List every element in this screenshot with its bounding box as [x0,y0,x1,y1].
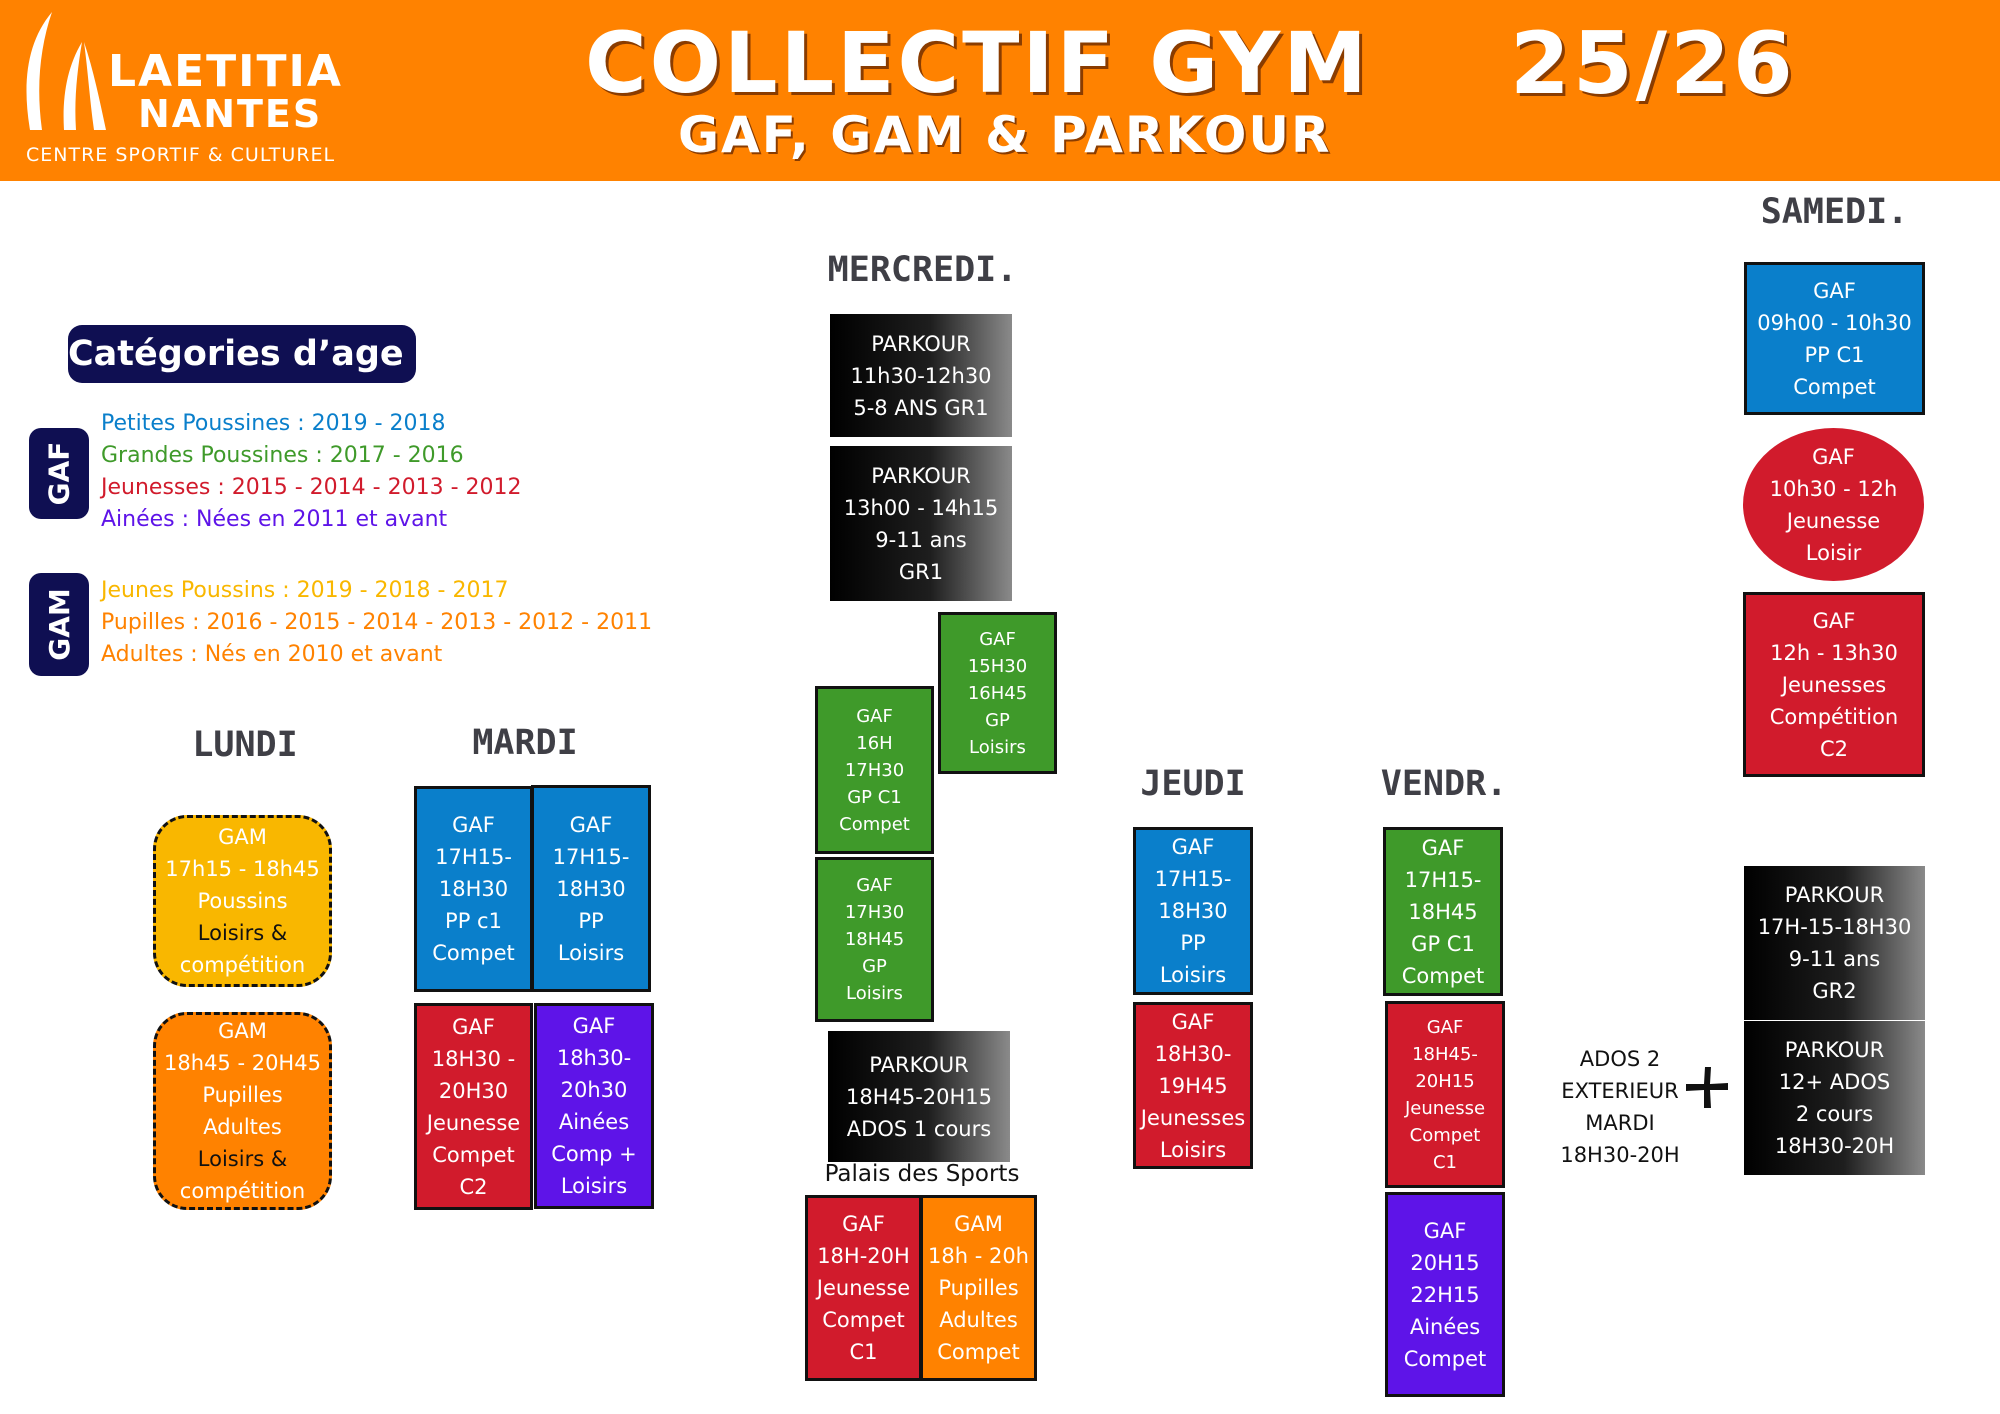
session-line: 18H-20H [817,1244,910,1268]
session-line: 5-8 ANS GR1 [853,395,989,420]
session-line: 18H30- [1154,1041,1232,1066]
session-line: compétition [179,1179,306,1203]
session-line: ADOS 1 cours [846,1116,992,1141]
session-line: 18H45- [1412,1043,1478,1065]
session-line: Loisirs [1159,963,1227,987]
session-line: 18H30 [1158,899,1228,923]
session-line: Jeunesse [1786,508,1881,533]
session-line: Loisirs [969,736,1026,758]
session-line: GAF [1812,608,1856,633]
session-line: 17H15- [435,845,512,869]
session-line: Jeunesses [1781,672,1887,697]
session-line: Compet [1403,1346,1487,1371]
gaf-category-line: Jeunesses : 2015 - 2014 - 2013 - 2012 [101,475,522,500]
session-line: GAM [218,825,267,849]
session-line: GAF [1423,1218,1467,1243]
session-jeudi-gaf-pp[interactable] [1133,827,1253,995]
gaf-tag-label: GAF [42,441,76,506]
session-line: GP C1 [1411,931,1475,956]
session-mercredi-gaf-gp-compet[interactable] [815,686,934,854]
session-line: 12+ ADOS [1778,1070,1891,1094]
logo-tagline: CENTRE SPORTIF & CULTUREL [26,144,336,166]
session-line: 9-11 ans [875,527,967,552]
session-mercredi-parkour-5-8[interactable] [830,314,1012,437]
session-samedi-parkour-gr2[interactable] [1744,866,1925,1020]
page-title: COLLECTIF GYM [585,14,1370,112]
session-line: PARKOUR [1784,1038,1885,1062]
session-line: Adultes [203,1115,282,1139]
session-line: Compet [937,1340,1020,1364]
session-line: Loisirs [846,983,903,1004]
session-line: C2 [459,1174,488,1199]
session-vendredi-gaf-jeunesse[interactable] [1385,1001,1505,1188]
session-line: 13h00 - 14h15 [843,495,999,520]
session-mercredi-gaf-gp-loisirs-1530[interactable] [938,612,1057,774]
session-line: PP [1180,931,1206,955]
session-line: C2 [1819,736,1849,761]
day-heading-lundi: LUNDI [192,725,298,765]
note-line: EXTERIEUR [1561,1079,1679,1103]
venue-label: Palais des Sports [824,1161,1020,1187]
session-line: 18H30 - [431,1046,516,1071]
session-line: Loisirs & [197,921,288,945]
session-jeudi-gaf-jeunesses[interactable] [1133,1002,1253,1169]
session-line: GR2 [1812,979,1857,1003]
session-line: C1 [1432,1151,1458,1173]
session-line: Compet [1793,374,1876,399]
gam-category-line: Pupilles : 2016 - 2015 - 2014 - 2013 - 2012 - 2011 [101,610,653,635]
gaf-category-line: Grandes Poussines : 2017 - 2016 [101,443,464,468]
session-line: GAF [856,875,893,896]
gaf-category-tag [29,428,89,519]
session-lundi-gam-poussins[interactable] [153,815,332,987]
session-line: 17h15 - 18h45 [165,857,320,881]
session-line: 18h - 20h [928,1244,1029,1268]
session-line: Comp + [551,1142,637,1166]
session-line: PARKOUR [871,463,971,488]
session-line: 17H-15-18H30 [1757,915,1912,939]
session-mardi-gaf-pp-compet[interactable] [414,786,533,992]
session-vendredi-gaf-ainees[interactable] [1385,1192,1505,1397]
session-line: 2 cours [1795,1102,1874,1126]
session-line: GP [985,709,1010,731]
session-line: Loisirs & [197,1147,288,1171]
session-mercredi-gam-pupilles[interactable] [920,1195,1037,1381]
session-line: Jeunesse [426,1110,521,1135]
ados2-outdoor-note [1540,1043,1700,1171]
session-line: Compétition [1769,704,1899,729]
logo-line1: LAETITIA [108,46,343,97]
session-line: GAF [1812,444,1855,469]
session-line: PARKOUR [871,331,971,356]
day-heading-vendredi: VENDR. [1380,764,1508,804]
session-samedi-gaf-pp[interactable] [1744,262,1925,415]
session-line: GP [862,956,887,977]
session-line: 18H45 [1408,899,1478,924]
session-line: PARKOUR [1784,883,1885,907]
session-line: GAF [856,705,893,727]
session-line: PP C1 [1804,342,1865,367]
session-line: Compet [822,1308,905,1332]
session-line: GAF [1813,278,1856,303]
note-line: ADOS 2 [1579,1047,1661,1071]
session-line: 12h - 13h30 [1770,640,1898,665]
session-line: 16H [856,732,893,754]
session-line: GAF [1171,1009,1215,1034]
session-line: Compet [432,941,515,965]
session-line: Adultes [939,1308,1018,1332]
session-line: Pupilles [938,1276,1019,1300]
session-mercredi-gaf-jeunesse[interactable] [805,1195,922,1381]
day-heading-mardi: MARDI [472,723,578,763]
session-line: GAM [954,1212,1003,1236]
session-line: 9-11 ans [1788,947,1881,971]
session-mardi-gaf-jeunesse[interactable] [414,1003,533,1210]
session-line: Pupilles [202,1083,283,1107]
session-line: GAM [218,1019,267,1043]
session-line: 11h30-12h30 [850,363,992,388]
day-heading-mercredi: MERCREDI. [827,250,1018,290]
session-line: 18H30 [438,877,509,901]
session-line: 17H30 [844,902,905,923]
session-line: Loisirs [557,940,625,965]
session-line: Loisirs [560,1174,628,1198]
session-line: GR1 [898,559,944,584]
session-line: 20H30 [438,1078,509,1103]
gam-category-line: Jeunes Poussins : 2019 - 2018 - 2017 [101,578,509,603]
session-line: PP [578,908,604,933]
session-line: 18H45 [844,929,905,950]
session-mercredi-gaf-gp-loisirs-1730[interactable] [815,857,934,1022]
session-line: Ainées [1409,1314,1481,1339]
session-line: 17H15- [552,844,630,869]
note-line: MARDI [1585,1111,1655,1135]
gaf-category-line: Ainées : Nées en 2011 et avant [101,507,448,532]
session-lundi-gam-pupilles[interactable] [153,1012,332,1210]
session-line: 20H15 [1415,1070,1475,1092]
season-label: 25/26 [1510,14,1796,114]
session-line: 16H45 [967,682,1028,704]
session-mardi-gaf-pp-loisirs[interactable] [531,785,651,992]
sail-logo-icon [22,12,112,132]
note-line: 18H30-20H [1560,1143,1680,1167]
gam-category-line: Adultes : Nés en 2010 et avant [101,642,443,667]
logo-line2: NANTES [138,92,323,136]
session-line: GAF [1421,835,1465,860]
session-line: PP c1 [445,909,502,933]
session-samedi-parkour-ados[interactable] [1744,1021,1925,1175]
session-line: 18H45-20H15 [845,1084,993,1109]
session-line: GAF [452,1014,495,1039]
session-line: GAF [569,812,613,837]
session-line: 09h00 - 10h30 [1757,310,1912,335]
session-line: Loisir [1805,540,1862,565]
session-line: Poussins [197,889,288,913]
session-line: GAF [452,813,495,837]
day-heading-samedi: SAMEDI. [1760,192,1909,232]
header-banner [0,0,2000,181]
session-line: 18H30-20H [1774,1134,1895,1158]
session-line: PARKOUR [869,1052,969,1077]
session-line: C1 [849,1340,878,1364]
session-line: 20H15 [1410,1250,1480,1275]
session-line: Ainées [558,1110,630,1134]
session-samedi-gaf-jeunesses-compet[interactable] [1743,592,1925,777]
session-line: GAF [572,1014,616,1038]
gam-category-tag [29,573,89,676]
session-line: Jeunesses [1140,1105,1246,1130]
session-line: 10h30 - 12h [1769,476,1898,501]
session-samedi-gaf-jeunesse-loisir[interactable] [1743,428,1924,581]
session-line: Compet [1401,963,1485,988]
session-line: compétition [179,953,306,977]
session-line: 15H30 [967,655,1028,677]
session-line: 20h30 [560,1078,628,1102]
laetitia-nantes-logo [20,10,350,170]
day-heading-jeudi: JEUDI [1140,764,1246,804]
session-line: 18h45 - 20H45 [164,1051,321,1075]
session-line: GAF [842,1212,885,1236]
session-line: 17H15- [1404,867,1482,892]
session-vendredi-gaf-gp[interactable] [1383,827,1503,996]
page-subtitle: GAF, GAM & PARKOUR [678,106,1332,164]
session-line: 19H45 [1158,1073,1228,1098]
session-line: GAF [1426,1016,1464,1038]
session-line: Compet [432,1142,515,1167]
session-line: 22H15 [1410,1282,1480,1307]
age-categories-title: Catégories d’age : [68,325,416,383]
session-line: 18h30- [556,1046,632,1070]
session-mercredi-parkour-9-11[interactable] [830,446,1012,601]
session-mercredi-parkour-ados[interactable] [828,1031,1010,1162]
session-line: Compet [839,813,910,835]
session-line: GAF [1171,835,1215,859]
session-line: Jeunesse [1404,1097,1486,1119]
session-line: GP C1 [847,786,902,808]
session-line: Jeunesse [816,1276,911,1300]
session-mardi-gaf-ainees[interactable] [534,1003,654,1209]
session-line: Compet [1409,1124,1481,1146]
session-line: 18H30 [556,876,626,901]
session-line: GAF [979,628,1016,650]
plus-icon [1683,1063,1731,1111]
gaf-category-line: Petites Poussines : 2019 - 2018 [101,411,446,436]
gam-tag-label: GAM [42,588,76,661]
session-line: 17H30 [844,759,905,781]
session-line: Loisirs [1159,1137,1227,1162]
session-line: 17H15- [1154,867,1232,891]
